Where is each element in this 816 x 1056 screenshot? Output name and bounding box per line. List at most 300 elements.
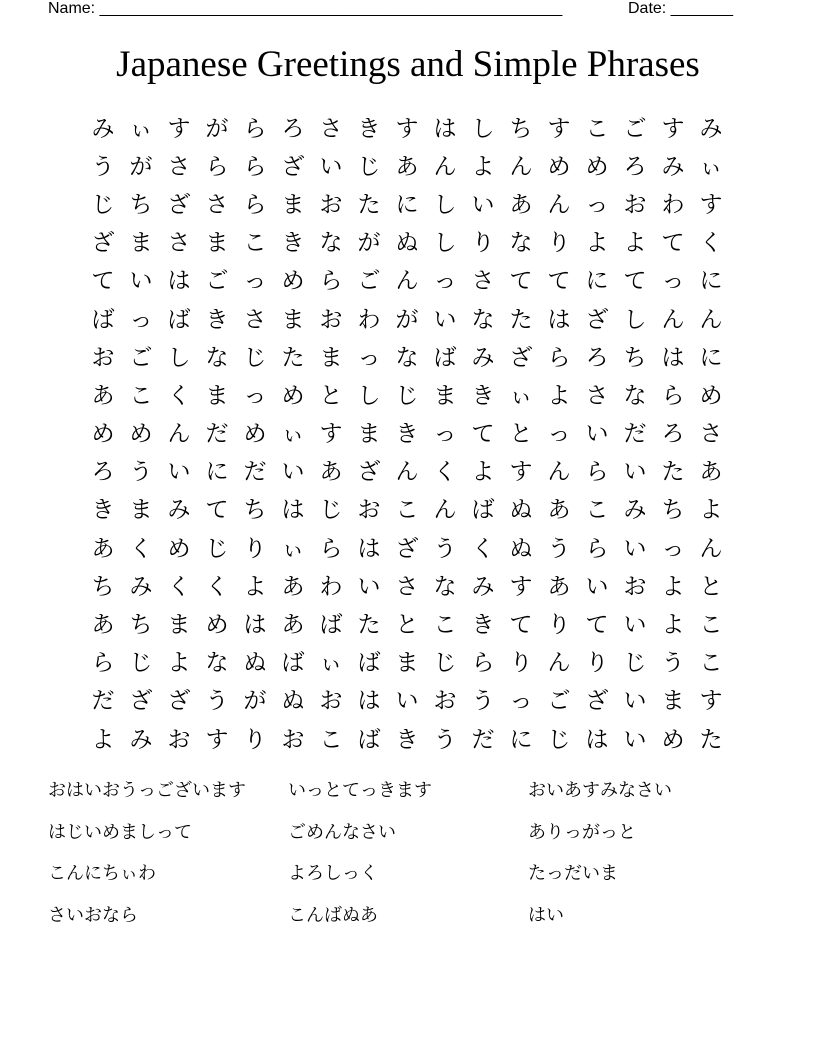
grid-cell: ん — [395, 459, 419, 486]
grid-cell: ま — [129, 230, 153, 257]
grid-cell: ら — [585, 459, 609, 486]
grid-cell: た — [699, 726, 723, 753]
grid-cell: は — [357, 688, 381, 715]
grid-cell: み — [623, 497, 647, 524]
grid-cell: ま — [205, 382, 229, 409]
grid-cell: み — [129, 573, 153, 600]
grid-cell: じ — [91, 191, 115, 218]
grid-cell: め — [547, 153, 571, 180]
word-list — [48, 772, 768, 938]
grid-cell: ろ — [281, 115, 305, 142]
grid-cell: う — [91, 153, 115, 180]
grid-cell: て — [661, 230, 685, 257]
grid-cell: く — [205, 573, 229, 600]
grid-cell: あ — [395, 153, 419, 180]
grid-cell: た — [661, 459, 685, 486]
grid-cell: ん — [395, 268, 419, 295]
grid-cell: が — [357, 230, 381, 257]
grid-cell: わ — [319, 573, 343, 600]
word-list-item: はい — [528, 904, 564, 926]
grid-cell: き — [281, 230, 305, 257]
grid-cell: く — [471, 535, 495, 562]
grid-cell: ざ — [91, 230, 115, 257]
grid-cell: い — [623, 688, 647, 715]
grid-cell: め — [281, 382, 305, 409]
grid-cell: お — [433, 688, 457, 715]
grid-cell: ろ — [623, 153, 647, 180]
grid-cell: な — [319, 230, 343, 257]
grid-cell: ら — [243, 191, 267, 218]
grid-cell: が — [395, 306, 419, 333]
grid-cell: た — [509, 306, 533, 333]
grid-cell: ら — [319, 268, 343, 295]
grid-cell: ざ — [585, 688, 609, 715]
grid-cell: い — [471, 191, 495, 218]
grid-cell: ば — [91, 306, 115, 333]
word-list-item: おはいおうっございます — [48, 780, 246, 801]
grid-cell: と — [319, 382, 343, 409]
grid-cell: ち — [129, 191, 153, 218]
grid-cell: ば — [281, 650, 305, 677]
grid-cell: は — [433, 115, 457, 142]
grid-cell: め — [699, 382, 723, 409]
grid-cell: み — [471, 573, 495, 600]
grid-cell: ざ — [129, 688, 153, 715]
grid-cell: お — [319, 191, 343, 218]
grid-cell: し — [433, 230, 457, 257]
grid-cell: ら — [205, 153, 229, 180]
grid-cell: ま — [661, 688, 685, 715]
grid-cell: お — [623, 191, 647, 218]
grid-cell: は — [357, 535, 381, 562]
grid-cell: ま — [129, 497, 153, 524]
grid-cell: ぬ — [243, 650, 267, 677]
grid-cell: め — [661, 726, 685, 753]
grid-cell: ぃ — [281, 535, 305, 562]
grid-cell: お — [167, 726, 191, 753]
grid-cell: な — [205, 650, 229, 677]
grid-cell: す — [661, 115, 685, 142]
grid-cell: た — [281, 344, 305, 371]
grid-cell: よ — [547, 382, 571, 409]
grid-cell: じ — [395, 382, 419, 409]
grid-cell: て — [205, 497, 229, 524]
grid-cell: っ — [433, 268, 457, 295]
grid-cell: よ — [91, 726, 115, 753]
grid-cell: み — [167, 497, 191, 524]
grid-cell: て — [585, 612, 609, 639]
grid-cell: ざ — [509, 344, 533, 371]
grid-cell: な — [433, 573, 457, 600]
grid-cell: っ — [509, 688, 533, 715]
grid-cell: だ — [471, 726, 495, 753]
grid-cell: さ — [395, 573, 419, 600]
grid-cell: き — [91, 497, 115, 524]
grid-cell: す — [699, 191, 723, 218]
grid-cell: ば — [319, 612, 343, 639]
grid-cell: め — [585, 153, 609, 180]
grid-cell: あ — [509, 191, 533, 218]
grid-cell: あ — [281, 612, 305, 639]
grid-cell: う — [547, 535, 571, 562]
grid-cell: し — [471, 115, 495, 142]
grid-cell: ん — [699, 306, 723, 333]
grid-cell: っ — [243, 268, 267, 295]
grid-cell: に — [699, 268, 723, 295]
grid-cell: よ — [471, 459, 495, 486]
letter-grid — [84, 110, 730, 759]
grid-cell: い — [167, 459, 191, 486]
grid-cell: お — [319, 306, 343, 333]
grid-cell: っ — [129, 306, 153, 333]
grid-cell: し — [167, 344, 191, 371]
grid-cell: さ — [243, 306, 267, 333]
grid-cell: ざ — [167, 191, 191, 218]
grid-cell: ま — [167, 612, 191, 639]
grid-cell: ち — [509, 115, 533, 142]
grid-cell: ま — [395, 650, 419, 677]
grid-cell: ら — [585, 535, 609, 562]
grid-cell: し — [623, 306, 647, 333]
word-list-item: ごめんなさい — [288, 821, 396, 843]
grid-cell: ぬ — [281, 688, 305, 715]
grid-cell: こ — [395, 497, 419, 524]
grid-cell: と — [395, 612, 419, 639]
grid-cell: め — [129, 421, 153, 448]
grid-cell: お — [281, 726, 305, 753]
grid-cell: り — [547, 230, 571, 257]
grid-cell: ん — [661, 306, 685, 333]
grid-cell: が — [205, 115, 229, 142]
grid-cell: い — [585, 421, 609, 448]
grid-cell: り — [585, 650, 609, 677]
grid-cell: だ — [91, 688, 115, 715]
grid-cell: ざ — [585, 306, 609, 333]
grid-cell: ぃ — [281, 421, 305, 448]
grid-cell: き — [205, 306, 229, 333]
grid-cell: く — [433, 459, 457, 486]
word-list-item: いっとてっきます — [288, 780, 432, 801]
grid-cell: よ — [661, 612, 685, 639]
grid-cell: ん — [167, 421, 191, 448]
grid-cell: す — [547, 115, 571, 142]
grid-cell: す — [509, 459, 533, 486]
grid-cell: ま — [357, 421, 381, 448]
grid-cell: い — [395, 688, 419, 715]
grid-cell: あ — [91, 612, 115, 639]
grid-cell: が — [243, 688, 267, 715]
grid-cell: み — [91, 115, 115, 142]
grid-cell: い — [281, 459, 305, 486]
grid-cell: は — [167, 268, 191, 295]
grid-cell: め — [243, 421, 267, 448]
grid-cell: じ — [623, 650, 647, 677]
grid-cell: よ — [661, 573, 685, 600]
grid-cell: り — [509, 650, 533, 677]
grid-cell: こ — [319, 726, 343, 753]
grid-cell: ご — [205, 268, 229, 295]
word-list-item: さいおなら — [48, 904, 138, 926]
grid-cell: う — [661, 650, 685, 677]
grid-cell: に — [699, 344, 723, 371]
grid-cell: に — [395, 191, 419, 218]
grid-cell: ち — [661, 497, 685, 524]
grid-cell: っ — [433, 421, 457, 448]
grid-cell: じ — [319, 497, 343, 524]
grid-cell: ご — [547, 688, 571, 715]
grid-cell: な — [509, 230, 533, 257]
grid-cell: ば — [433, 344, 457, 371]
grid-cell: め — [167, 535, 191, 562]
grid-cell: す — [319, 421, 343, 448]
grid-cell: ぃ — [319, 650, 343, 677]
grid-cell: よ — [471, 153, 495, 180]
grid-cell: く — [699, 230, 723, 257]
grid-cell: ち — [243, 497, 267, 524]
grid-cell: な — [395, 344, 419, 371]
grid-cell: っ — [243, 382, 267, 409]
grid-cell: り — [243, 535, 267, 562]
grid-cell: す — [699, 688, 723, 715]
grid-cell: り — [243, 726, 267, 753]
grid-cell: な — [205, 344, 229, 371]
grid-cell: て — [509, 268, 533, 295]
grid-cell: ま — [205, 230, 229, 257]
grid-cell: ぃ — [509, 382, 533, 409]
grid-cell: り — [471, 230, 495, 257]
grid-cell: ぬ — [509, 535, 533, 562]
grid-cell: さ — [585, 382, 609, 409]
grid-cell: こ — [699, 650, 723, 677]
grid-cell: さ — [205, 191, 229, 218]
grid-cell: う — [205, 688, 229, 715]
grid-cell: ば — [471, 497, 495, 524]
grid-cell: さ — [699, 421, 723, 448]
grid-cell: す — [509, 573, 533, 600]
grid-cell: く — [129, 535, 153, 562]
grid-cell: こ — [585, 497, 609, 524]
grid-cell: い — [357, 573, 381, 600]
grid-cell: ち — [623, 344, 647, 371]
grid-cell: い — [129, 268, 153, 295]
grid-cell: あ — [91, 535, 115, 562]
grid-cell: ま — [433, 382, 457, 409]
grid-cell: う — [433, 535, 457, 562]
grid-cell: よ — [243, 573, 267, 600]
grid-cell: な — [623, 382, 647, 409]
grid-cell: ば — [357, 726, 381, 753]
grid-cell: あ — [547, 573, 571, 600]
grid-cell: よ — [623, 230, 647, 257]
grid-cell: ん — [699, 535, 723, 562]
grid-cell: く — [167, 382, 191, 409]
word-list-item: こんばぬあ — [288, 904, 378, 926]
grid-cell: わ — [661, 191, 685, 218]
grid-cell: は — [585, 726, 609, 753]
grid-cell: だ — [205, 421, 229, 448]
grid-cell: ん — [547, 650, 571, 677]
grid-cell: め — [205, 612, 229, 639]
grid-cell: っ — [547, 421, 571, 448]
grid-cell: よ — [699, 497, 723, 524]
grid-cell: う — [471, 688, 495, 715]
date-field-line: Date: _______ — [628, 0, 733, 17]
grid-cell: て — [623, 268, 647, 295]
grid-cell: ん — [509, 153, 533, 180]
grid-cell: ぃ — [129, 115, 153, 142]
grid-cell: ご — [623, 115, 647, 142]
grid-cell: じ — [547, 726, 571, 753]
grid-cell: っ — [661, 535, 685, 562]
grid-cell: あ — [91, 382, 115, 409]
grid-cell: い — [623, 459, 647, 486]
grid-cell: こ — [585, 115, 609, 142]
name-field-line: Name: ____________________________________________________ — [48, 0, 563, 17]
grid-cell: き — [471, 382, 495, 409]
grid-cell: こ — [433, 612, 457, 639]
grid-cell: き — [357, 115, 381, 142]
grid-cell: い — [319, 153, 343, 180]
word-list-item: こんにちぃわ — [48, 863, 156, 884]
grid-cell: ち — [91, 573, 115, 600]
grid-cell: よ — [585, 230, 609, 257]
grid-cell: が — [129, 153, 153, 180]
grid-cell: い — [623, 535, 647, 562]
grid-cell: ま — [319, 344, 343, 371]
grid-cell: お — [91, 344, 115, 371]
word-list-item: よろしっく — [288, 863, 378, 884]
word-list-item: はじいめましって — [48, 821, 192, 843]
page-title: Japanese Greetings and Simple Phrases — [116, 44, 700, 85]
grid-cell: み — [661, 153, 685, 180]
grid-cell: て — [547, 268, 571, 295]
grid-cell: わ — [357, 306, 381, 333]
grid-cell: ら — [243, 153, 267, 180]
grid-cell: お — [623, 573, 647, 600]
grid-cell: じ — [129, 650, 153, 677]
grid-cell: た — [357, 612, 381, 639]
grid-cell: て — [509, 612, 533, 639]
grid-cell: さ — [167, 153, 191, 180]
grid-cell: い — [623, 726, 647, 753]
grid-cell: な — [471, 306, 495, 333]
grid-cell: と — [699, 573, 723, 600]
grid-cell: あ — [319, 459, 343, 486]
grid-cell: ろ — [661, 421, 685, 448]
grid-cell: ば — [357, 650, 381, 677]
grid-cell: に — [585, 268, 609, 295]
grid-cell: め — [91, 421, 115, 448]
grid-cell: ん — [433, 497, 457, 524]
grid-cell: は — [547, 306, 571, 333]
grid-cell: ろ — [91, 459, 115, 486]
grid-cell: ら — [91, 650, 115, 677]
grid-cell: じ — [205, 535, 229, 562]
grid-cell: ぃ — [699, 153, 723, 180]
grid-cell: た — [357, 191, 381, 218]
grid-cell: に — [205, 459, 229, 486]
word-list-item: ありっがっと — [528, 821, 636, 843]
grid-cell: ざ — [167, 688, 191, 715]
grid-cell: す — [395, 115, 419, 142]
grid-cell: に — [509, 726, 533, 753]
grid-cell: て — [91, 268, 115, 295]
grid-cell: う — [129, 459, 153, 486]
grid-cell: き — [395, 421, 419, 448]
word-list-item: たっだいま — [528, 863, 618, 884]
grid-cell: こ — [129, 382, 153, 409]
grid-cell: じ — [357, 153, 381, 180]
grid-cell: う — [433, 726, 457, 753]
grid-cell: す — [167, 115, 191, 142]
grid-cell: く — [167, 573, 191, 600]
grid-cell: っ — [357, 344, 381, 371]
grid-cell: ま — [281, 306, 305, 333]
grid-cell: い — [585, 573, 609, 600]
grid-cell: い — [433, 306, 457, 333]
grid-cell: さ — [167, 230, 191, 257]
grid-cell: さ — [471, 268, 495, 295]
grid-cell: あ — [281, 573, 305, 600]
grid-cell: じ — [243, 344, 267, 371]
grid-cell: じ — [433, 650, 457, 677]
grid-cell: す — [205, 726, 229, 753]
grid-cell: こ — [243, 230, 267, 257]
grid-cell: ご — [357, 268, 381, 295]
grid-cell: ざ — [357, 459, 381, 486]
grid-cell: ち — [129, 612, 153, 639]
grid-cell: ろ — [585, 344, 609, 371]
grid-cell: あ — [699, 459, 723, 486]
grid-cell: だ — [623, 421, 647, 448]
grid-cell: あ — [547, 497, 571, 524]
grid-cell: き — [395, 726, 419, 753]
grid-cell: め — [281, 268, 305, 295]
grid-cell: き — [471, 612, 495, 639]
grid-cell: さ — [319, 115, 343, 142]
grid-cell: い — [623, 612, 647, 639]
grid-cell: っ — [661, 268, 685, 295]
grid-cell: て — [471, 421, 495, 448]
grid-cell: ぬ — [395, 230, 419, 257]
grid-cell: お — [357, 497, 381, 524]
grid-cell: ん — [433, 153, 457, 180]
word-list-item: おいあすみなさい — [528, 780, 672, 801]
grid-cell: ら — [471, 650, 495, 677]
grid-cell: と — [509, 421, 533, 448]
grid-cell: は — [661, 344, 685, 371]
grid-cell: み — [699, 115, 723, 142]
grid-cell: ば — [167, 306, 191, 333]
grid-cell: ら — [547, 344, 571, 371]
grid-cell: ざ — [395, 535, 419, 562]
grid-cell: よ — [167, 650, 191, 677]
grid-cell: り — [547, 612, 571, 639]
grid-cell: ご — [129, 344, 153, 371]
grid-cell: ん — [547, 191, 571, 218]
grid-cell: は — [281, 497, 305, 524]
grid-cell: っ — [585, 191, 609, 218]
grid-cell: ら — [661, 382, 685, 409]
grid-cell: だ — [243, 459, 267, 486]
grid-cell: し — [433, 191, 457, 218]
grid-cell: お — [319, 688, 343, 715]
grid-cell: ざ — [281, 153, 305, 180]
grid-cell: し — [357, 382, 381, 409]
grid-cell: ん — [547, 459, 571, 486]
grid-cell: み — [129, 726, 153, 753]
grid-cell: み — [471, 344, 495, 371]
